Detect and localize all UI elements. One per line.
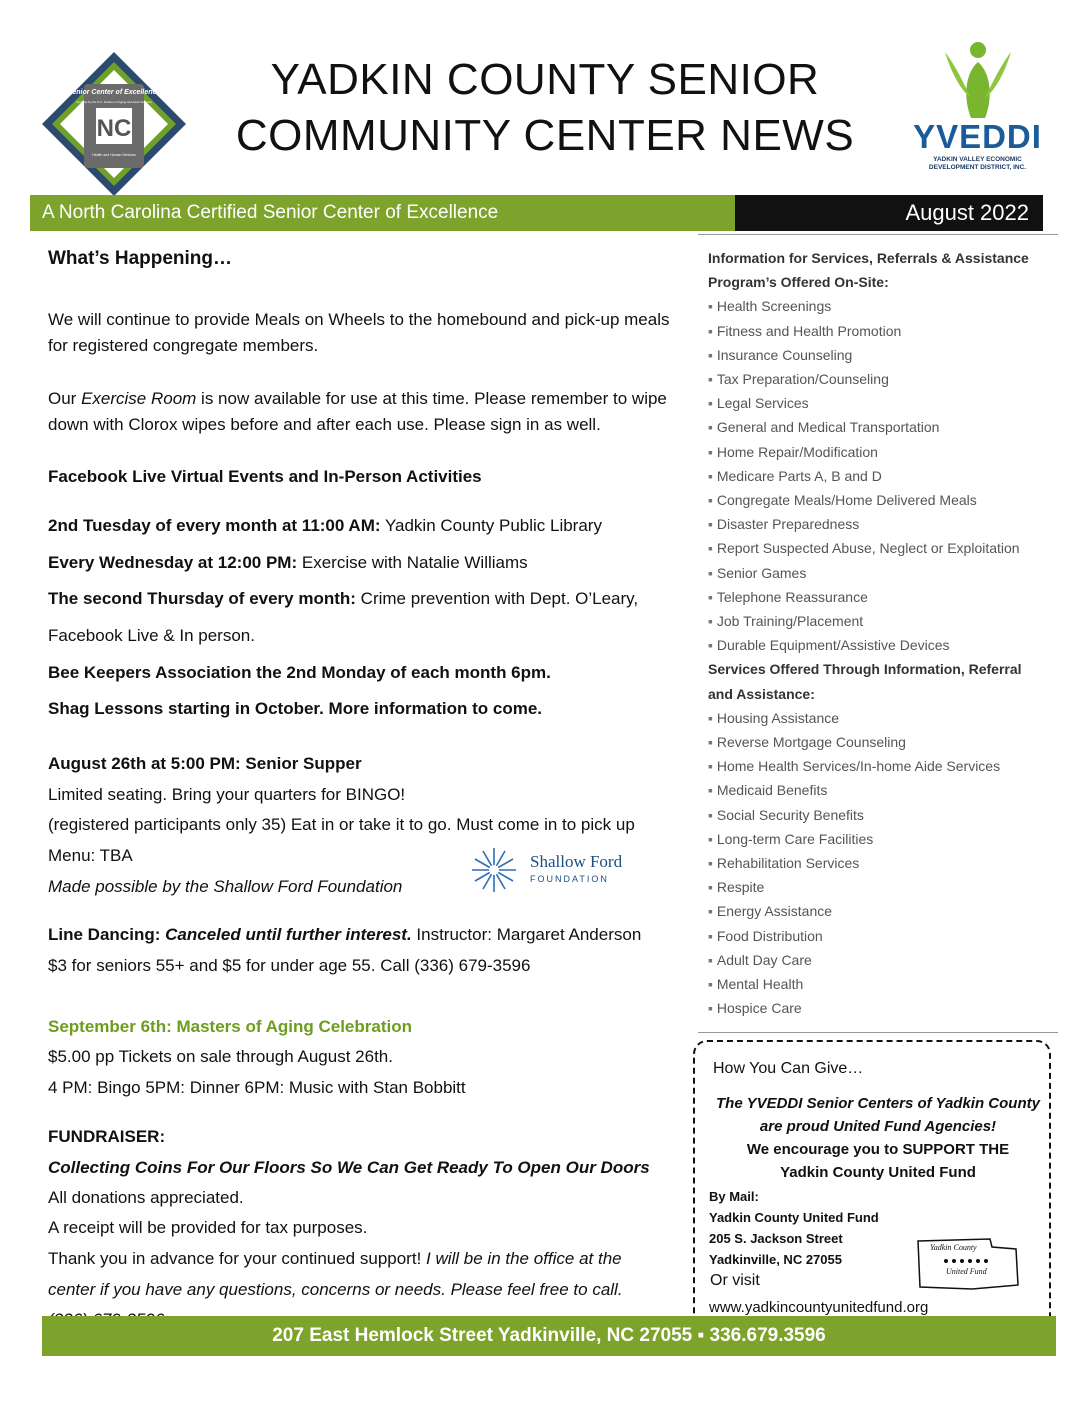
- line-dancing-prices: $3 for seniors 55+ and $5 for under age 55. Call (336) 679-3596: [48, 956, 531, 975]
- shallow-ford-sub: FOUNDATION: [530, 874, 609, 884]
- give-line-2: are proud United Fund Agencies!: [759, 1118, 997, 1135]
- tagline-banner: A North Carolina Certified Senior Center of Excellence: [30, 195, 735, 231]
- list-item: ▪ Disaster Preparedness: [708, 512, 1058, 536]
- list-item: ▪ Mental Health: [708, 972, 1058, 996]
- senior-supper-menu: Menu: TBA: [48, 846, 133, 865]
- meals-paragraph: We will continue to provide Meals on Wheels to the homebound and pick-up meals for registered congregate members.: [48, 310, 670, 355]
- list-item: ▪ Congregate Meals/Home Delivered Meals: [708, 488, 1058, 512]
- line-dancing: Line Dancing: Canceled until further interest. Instructor: Margaret Anderson: [48, 925, 642, 944]
- list-item: ▪ Telephone Reassurance: [708, 585, 1058, 609]
- event-crime-prevention-cont: Facebook Live & In person.: [48, 626, 255, 645]
- event-shag-lessons: Shag Lessons starting in October. More information to come.: [48, 699, 543, 718]
- footer-address-bar: 207 East Hemlock Street Yadkinville, NC 27055 ▪ 336.679.3596: [42, 1316, 1056, 1356]
- uf-logo-line-1: Yadkin County: [930, 1243, 977, 1252]
- mail-line-2: 205 S. Jackson Street: [709, 1231, 843, 1246]
- svg-text:Senior Center of Excellence: Senior Center of Excellence: [67, 89, 161, 96]
- list-item: ▪ Hospice Care: [708, 996, 1058, 1020]
- sidebar-heading-info: Information for Services, Referrals & Assistance: [708, 250, 1029, 266]
- event-crime-prevention: The second Thursday of every month: Crime prevention with Dept. O’Leary,: [48, 589, 639, 608]
- sidebar-divider-bottom: [698, 1032, 1058, 1033]
- fundraiser-slogan: Collecting Coins For Our Floors So We Can Get Ready To Open Our Doors: [48, 1158, 650, 1177]
- list-item: ▪ Food Distribution: [708, 924, 1058, 948]
- give-line-1: The YVEDDI Senior Centers of Yadkin County: [716, 1095, 1040, 1112]
- mail-heading: By Mail:: [709, 1189, 759, 1204]
- whats-happening-heading: What’s Happening…: [48, 248, 233, 269]
- fundraiser-contact: center if you have any questions, concerns or needs. Please feel free to call.: [48, 1280, 623, 1299]
- svg-text:Health and Human Services: Health and Human Services: [92, 153, 136, 157]
- list-item: ▪ Respite: [708, 875, 1058, 899]
- sunburst-icon: [470, 846, 518, 894]
- list-item: ▪ Reverse Mortgage Counseling: [708, 730, 1058, 754]
- shallow-ford-name: Shallow Ford: [530, 852, 623, 871]
- senior-supper-line1: Limited seating. Bring your quarters for BINGO!: [48, 785, 406, 804]
- sidebar-divider-top: [698, 234, 1058, 235]
- united-fund-url[interactable]: www.yadkincountyunitedfund.org: [709, 1299, 929, 1316]
- masters-of-aging-heading: September 6th: Masters of Aging Celebration: [48, 1017, 412, 1036]
- event-bee-keepers: Bee Keepers Association the 2nd Monday of each month 6pm.: [48, 663, 551, 682]
- fundraiser-heading: FUNDRAISER:: [48, 1127, 166, 1146]
- mail-line-1: Yadkin County United Fund: [709, 1210, 879, 1225]
- list-item: ▪ Durable Equipment/Assistive Devices: [708, 633, 1058, 657]
- list-item: ▪ General and Medical Transportation: [708, 415, 1058, 439]
- senior-supper-line2: (registered participants only 35) Eat in or take it to go. Must come in to pick up: [48, 815, 635, 834]
- list-item: ▪ Senior Games: [708, 561, 1058, 585]
- referral-services-list: [708, 706, 1058, 1021]
- services-sidebar: [708, 246, 1058, 1021]
- list-item: ▪ Social Security Benefits: [708, 803, 1058, 827]
- yveddi-subtitle: YADKIN VALLEY ECONOMIC DEVELOPMENT DISTRICT, INC.: [928, 156, 1027, 171]
- senior-center-excellence-badge: [40, 50, 188, 198]
- give-line-3: We encourage you to SUPPORT THE: [746, 1141, 1010, 1158]
- svg-text:Certified by the N.C. Division: Certified by the N.C. Division of Aging and Adult Services: [76, 100, 152, 104]
- list-item: ▪ Medicaid Benefits: [708, 778, 1058, 802]
- list-item: ▪ Fitness and Health Promotion: [708, 319, 1058, 343]
- sidebar-heading-onsite: Program’s Offered On-Site:: [708, 274, 889, 291]
- united-fund-logo: [912, 1235, 1022, 1293]
- senior-supper-heading: August 26th at 5:00 PM: Senior Supper: [48, 754, 362, 773]
- list-item: ▪ Insurance Counseling: [708, 343, 1058, 367]
- list-item: ▪ Report Suspected Abuse, Neglect or Exploitation: [708, 536, 1058, 560]
- event-exercise: Every Wednesday at 12:00 PM: Exercise with Natalie Williams: [48, 553, 528, 572]
- yveddi-wordmark: YVEDDI: [913, 118, 1042, 155]
- masters-of-aging-schedule: 4 PM: Bingo 5PM: Dinner 6PM: Music with Stan Bobbitt: [48, 1078, 466, 1097]
- issue-date: August 2022: [735, 195, 1043, 231]
- list-item: ▪ Housing Assistance: [708, 706, 1058, 730]
- onsite-programs-list: [708, 294, 1058, 657]
- list-item: ▪ Job Training/Placement: [708, 609, 1058, 633]
- list-item: ▪ Tax Preparation/Counseling: [708, 367, 1058, 391]
- list-item: ▪ Long-term Care Facilities: [708, 827, 1058, 851]
- shallow-ford-logo: [470, 846, 630, 894]
- list-item: ▪ Medicare Parts A, B and D: [708, 464, 1058, 488]
- give-line-4: Yadkin County United Fund: [780, 1164, 976, 1181]
- list-item: ▪ Adult Day Care: [708, 948, 1058, 972]
- or-visit-text: Or visit: [710, 1272, 760, 1289]
- list-item: ▪ Health Screenings: [708, 294, 1058, 318]
- fundraiser-thanks: Thank you in advance for your continued support! I will be in the office at the: [48, 1249, 622, 1268]
- fundraiser-receipt: A receipt will be provided for tax purposes.: [48, 1218, 368, 1237]
- yveddi-figure-icon: [905, 38, 1050, 120]
- give-title: How You Can Give…: [713, 1060, 864, 1077]
- list-item: ▪ Legal Services: [708, 391, 1058, 415]
- fundraiser-donations: All donations appreciated.: [48, 1188, 244, 1207]
- title-line-1: YADKIN COUNTY SENIOR: [270, 55, 820, 104]
- masters-of-aging-tickets: $5.00 pp Tickets on sale through August 26th.: [48, 1047, 393, 1066]
- list-item: ▪ Energy Assistance: [708, 899, 1058, 923]
- list-item: ▪ Home Health Services/In-home Aide Services: [708, 754, 1058, 778]
- uf-logo-line-2: United Fund: [946, 1267, 987, 1276]
- senior-supper-sponsor: Made possible by the Shallow Ford Foundation: [48, 877, 403, 896]
- facebook-events-heading: Facebook Live Virtual Events and In-Person Activities: [48, 467, 482, 486]
- exercise-room-paragraph: Our Exercise Room is now available for use at this time. Please remember to wipe down with Clorox wipes before and after each use. Please sign in as well.: [48, 389, 667, 434]
- list-item: ▪ Home Repair/Modification: [708, 440, 1058, 464]
- sidebar-heading-referral: Services Offered Through Information, Referral and Assistance:: [708, 661, 1022, 702]
- svg-text:NC: NC: [96, 115, 132, 142]
- yveddi-logo: [905, 38, 1050, 178]
- event-library: 2nd Tuesday of every month at 11:00 AM: Yadkin County Public Library: [48, 516, 602, 535]
- list-item: ▪ Rehabilitation Services: [708, 851, 1058, 875]
- mail-line-3: Yadkinville, NC 27055: [709, 1252, 842, 1267]
- newsletter-title: [195, 52, 895, 164]
- title-line-2: COMMUNITY CENTER NEWS: [235, 111, 855, 160]
